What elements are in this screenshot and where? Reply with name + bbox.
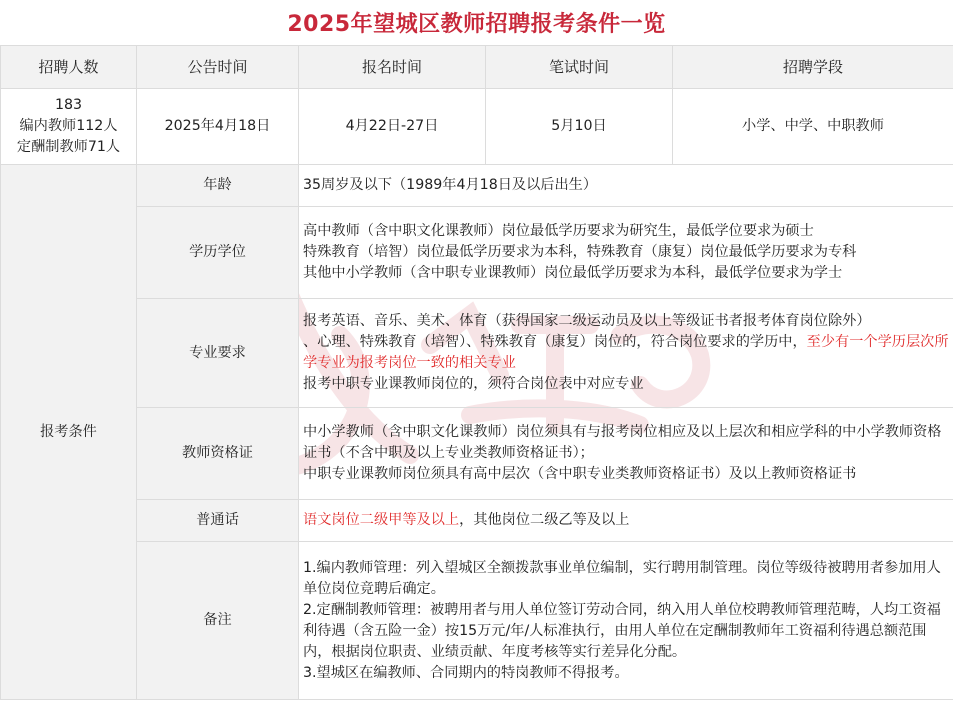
announce-date: 2025年4月18日	[137, 89, 299, 165]
row-major	[1, 299, 953, 408]
row-certificate	[1, 408, 953, 500]
certificate-line-2: 中职专业课教师岗位须具有高中层次（含中职专业类教师资格证书）及以上教师资格证书	[303, 466, 857, 482]
header-row	[1, 46, 953, 89]
count-staff: 编内教师112人	[19, 118, 118, 134]
mandarin-normal: ，其他岗位二级乙等及以上	[459, 512, 630, 528]
exam-date: 5月10日	[486, 89, 673, 165]
register-date: 4月22日-27日	[299, 89, 486, 165]
summary-row	[1, 89, 953, 165]
education-line-3: 其他中小学教师（含中职专业课教师）岗位最低学历要求为本科，最低学位要求为学士	[303, 265, 843, 281]
row-remarks	[1, 542, 953, 700]
major-line-2	[303, 332, 953, 374]
label-remarks: 备注	[137, 542, 299, 700]
header-recruit-count: 招聘人数	[1, 46, 137, 89]
remarks-text	[299, 542, 953, 700]
row-education	[1, 207, 953, 299]
remark-item-3: 3.望城区在编教师、合同期内的特岗教师不得报考。	[303, 664, 629, 681]
count-contract: 定酬制教师71人	[16, 139, 121, 155]
major-line-3: 报考中职专业课教师岗位的，须符合岗位表中对应专业	[303, 376, 644, 392]
certificate-text	[299, 408, 953, 500]
education-line-2: 特殊教育（培智）岗位最低学历要求为本科，特殊教育（康复）岗位最低学历要求为专科	[303, 244, 857, 260]
label-age: 年龄	[137, 165, 299, 207]
header-announce-time: 公告时间	[137, 46, 299, 89]
major-line-2-normal: 、心理、特殊教育（培智）、特殊教育（康复）岗位的，符合岗位要求的学历中，	[303, 334, 807, 350]
label-major: 专业要求	[137, 299, 299, 408]
major-text	[299, 299, 953, 408]
mandarin-highlight: 语文岗位二级甲等及以上	[303, 512, 460, 528]
conditions-group-label: 报考条件	[1, 165, 137, 700]
remark-item-2: 2.定酬制教师管理：被聘用者与用人单位签订劳动合同，纳入用人单位校聘教师管理范畴，人均工资福利待遇（含五险一金）按15万元/年/人标准执行，由用人单位在定酬制教师年工资福利待遇总额范围内，根据岗位职责、业绩贡献、年度考核等实行差异化分配。	[303, 601, 941, 660]
recruit-count-cell	[1, 89, 137, 165]
row-age	[1, 165, 953, 207]
mandarin-text	[299, 500, 953, 542]
certificate-line-1: 中小学教师（含中职文化课教师）岗位须具有与报考岗位相应及以上层次和相应学科的中小学教师资格证书（不含中职及以上专业类教师资格证书）；	[303, 424, 942, 461]
header-register-time: 报名时间	[299, 46, 486, 89]
conditions-table	[0, 45, 953, 700]
major-line-1: 报考英语、音乐、美术、体育（获得国家二级运动员及以上等级证书者报考体育岗位除外）	[303, 313, 871, 329]
count-total: 183	[54, 97, 83, 113]
age-text: 35周岁及以下（1989年4月18日及以后出生）	[299, 165, 953, 207]
education-line-1: 高中教师（含中职文化课教师）岗位最低学历要求为研究生，最低学位要求为硕士	[303, 223, 814, 239]
header-school-levels: 招聘学段	[673, 46, 953, 89]
education-text	[299, 207, 953, 299]
label-education: 学历学位	[137, 207, 299, 299]
major-line-2-highlight: 至少有一个学历层次所学专业为报考岗位一致的相关专业	[303, 334, 949, 371]
school-levels: 小学、中学、中职教师	[673, 89, 953, 165]
header-exam-time: 笔试时间	[486, 46, 673, 89]
label-mandarin: 普通话	[137, 500, 299, 542]
label-certificate: 教师资格证	[137, 408, 299, 500]
page-title: 2025年望城区教师招聘报考条件一览	[287, 12, 666, 37]
row-mandarin	[1, 500, 953, 542]
remark-item-1: 1.编内教师管理：列入望城区全额拨款事业单位编制，实行聘用制管理。岗位等级待被聘用者参加用人单位岗位竞聘后确定。	[303, 559, 941, 597]
